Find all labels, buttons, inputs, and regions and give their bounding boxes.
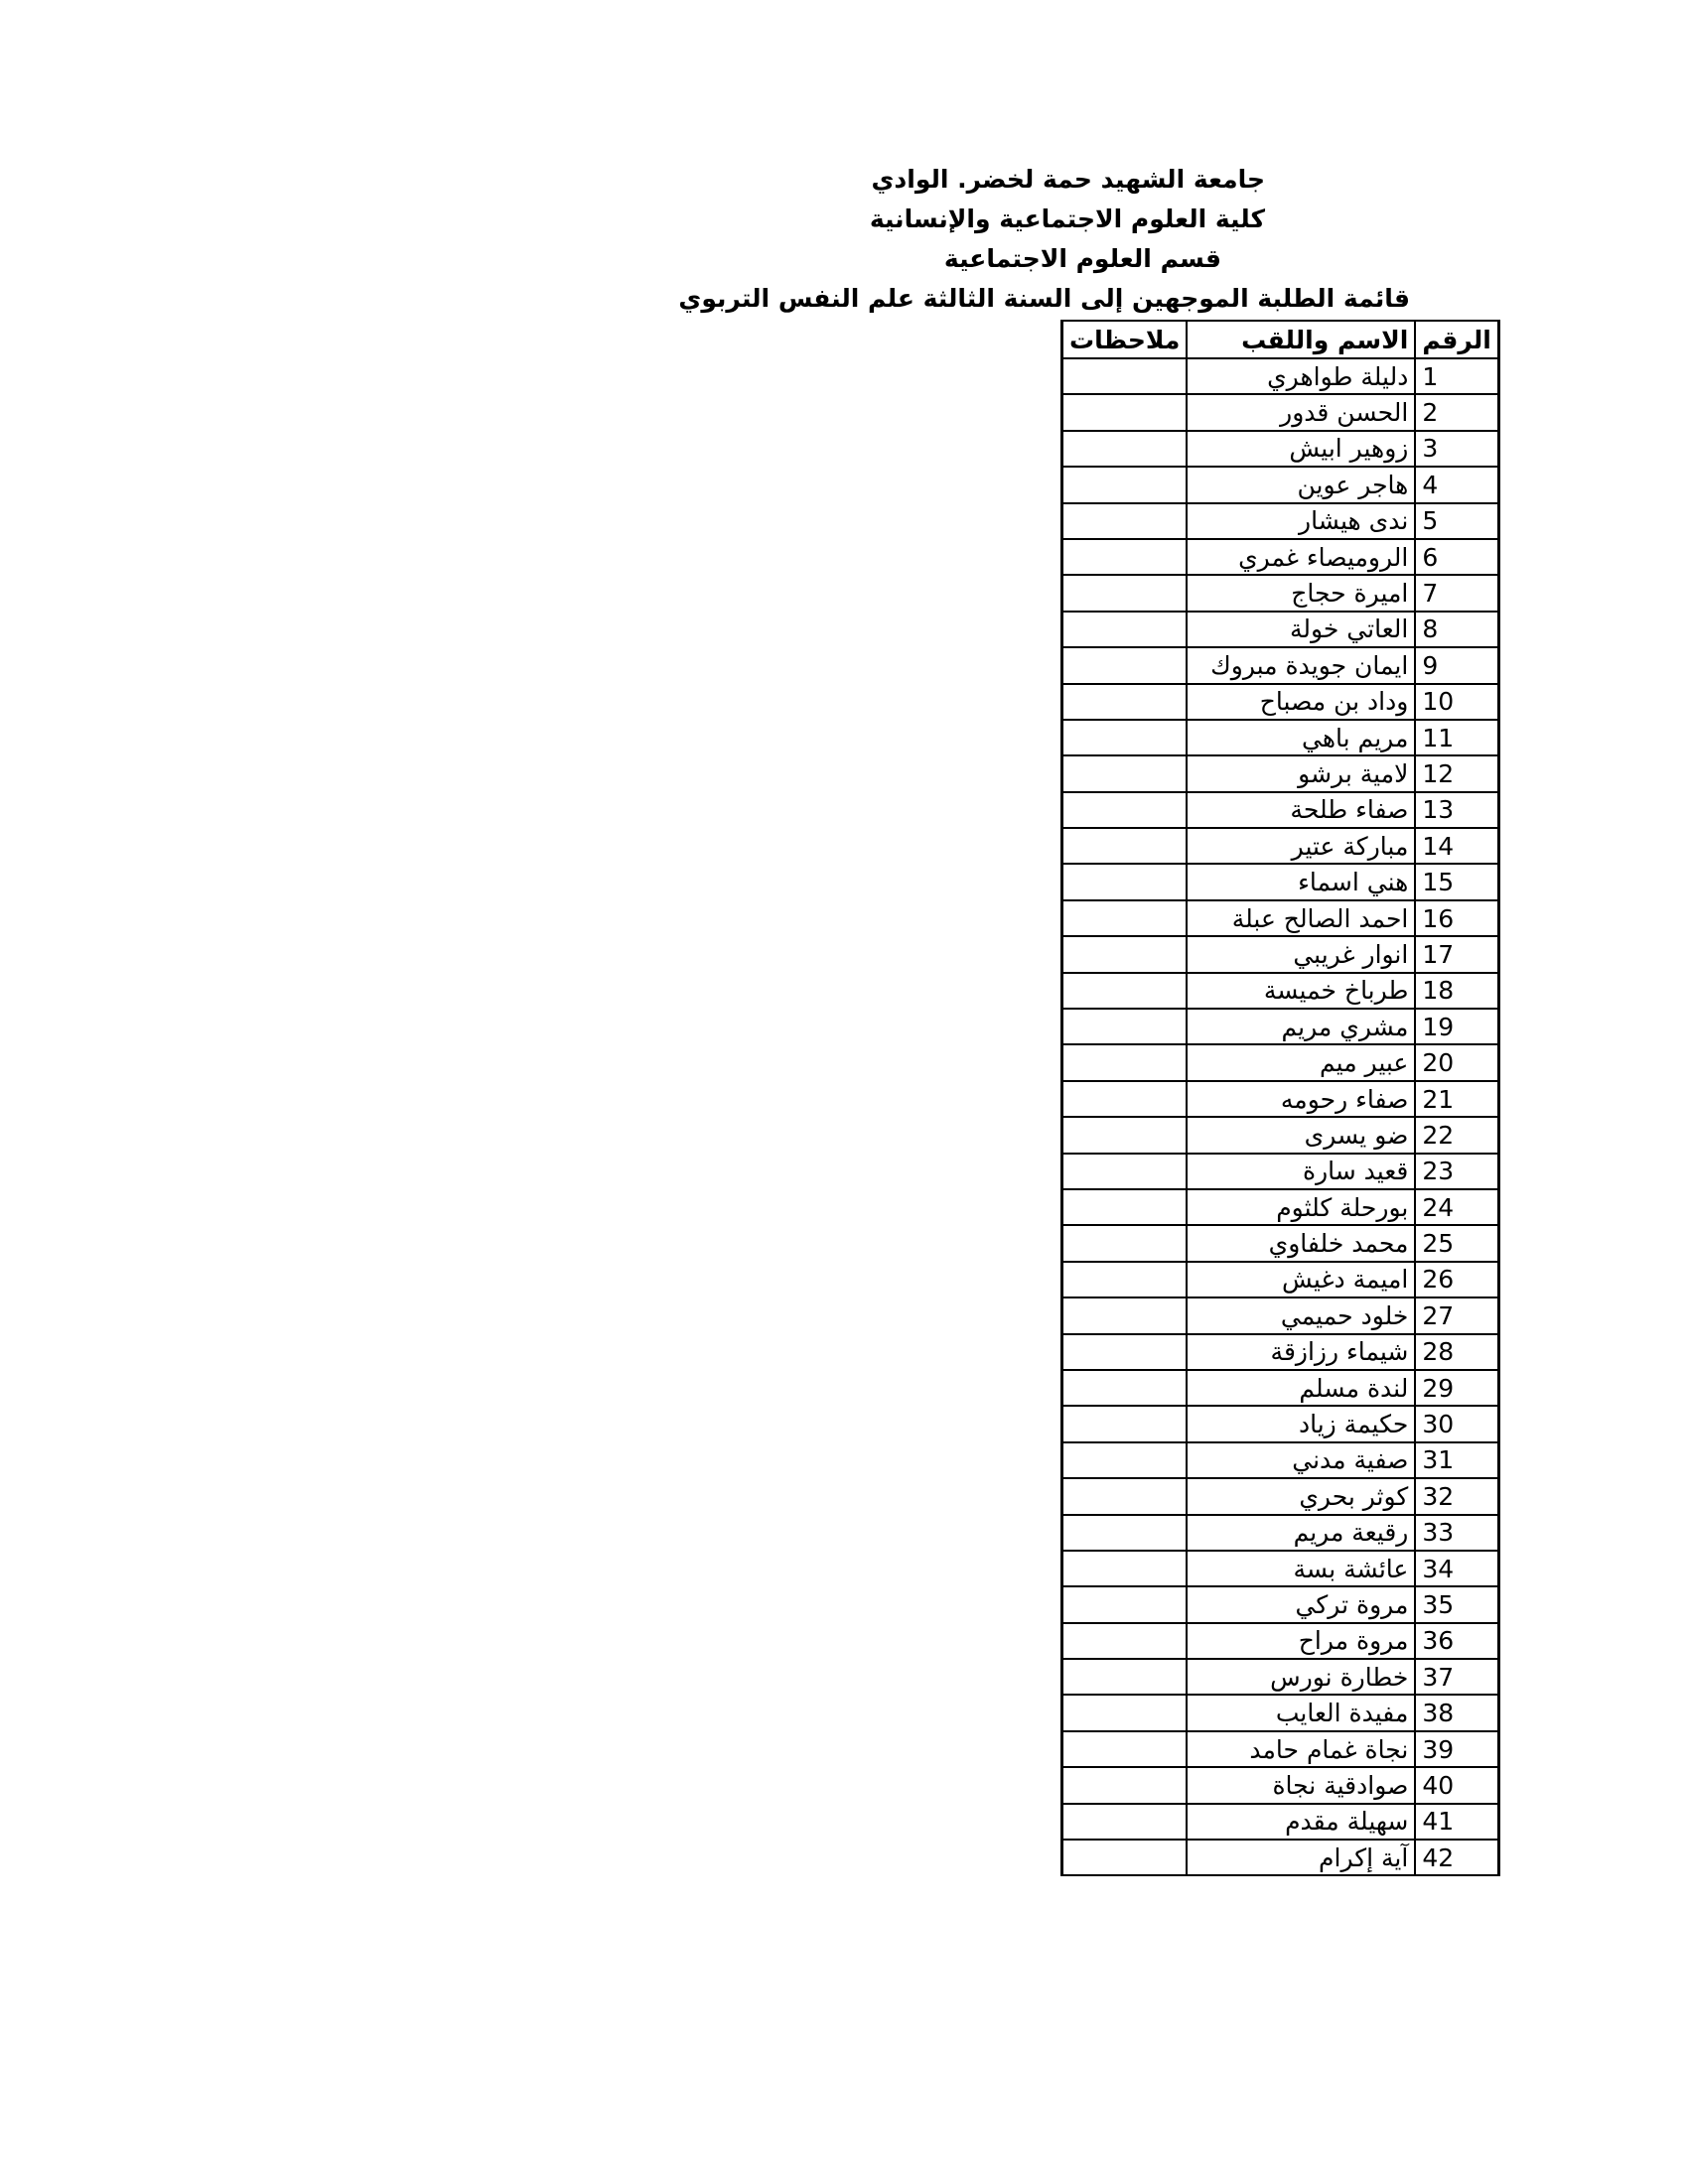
row-notes — [1062, 1586, 1188, 1622]
student-name: صفاء رحومه — [1187, 1081, 1415, 1117]
row-number: 39 — [1415, 1731, 1498, 1767]
row-number: 29 — [1415, 1370, 1498, 1406]
row-number: 9 — [1415, 647, 1498, 683]
table-row — [1062, 1225, 1499, 1261]
row-notes — [1062, 1044, 1188, 1080]
student-name: محمد خلفاوي — [1187, 1225, 1415, 1261]
student-name: هاجر عوين — [1187, 467, 1415, 502]
student-list-table — [1060, 320, 1500, 1876]
table-row — [1062, 1659, 1499, 1695]
row-notes — [1062, 1081, 1188, 1117]
student-name: كوثر بحري — [1187, 1478, 1415, 1514]
row-number: 28 — [1415, 1334, 1498, 1370]
table-row — [1062, 358, 1499, 394]
row-notes — [1062, 1767, 1188, 1803]
row-notes — [1062, 1515, 1188, 1551]
table-row — [1062, 936, 1499, 972]
student-name: مريم باهي — [1187, 720, 1415, 755]
row-number: 34 — [1415, 1551, 1498, 1586]
student-name: طرباخ خميسة — [1187, 973, 1415, 1009]
row-number: 41 — [1415, 1804, 1498, 1840]
row-number: 8 — [1415, 612, 1498, 647]
row-number: 16 — [1415, 900, 1498, 936]
row-number: 32 — [1415, 1478, 1498, 1514]
table-row — [1062, 1406, 1499, 1441]
department-name: قسم العلوم الاجتماعية — [943, 244, 1221, 273]
row-notes — [1062, 539, 1188, 575]
row-number: 24 — [1415, 1189, 1498, 1225]
row-notes — [1062, 431, 1188, 467]
student-name: ندى هيشار — [1187, 503, 1415, 539]
student-name: خطارة نورس — [1187, 1659, 1415, 1695]
table-row — [1062, 1370, 1499, 1406]
table-row — [1062, 1117, 1499, 1153]
row-notes — [1062, 1154, 1188, 1189]
row-notes — [1062, 394, 1188, 430]
row-notes — [1062, 828, 1188, 864]
row-notes — [1062, 647, 1188, 683]
student-name: دليلة طواهري — [1187, 358, 1415, 394]
table-row — [1062, 1551, 1499, 1586]
student-name: خلود حميمي — [1187, 1297, 1415, 1333]
table-row — [1062, 1442, 1499, 1478]
table-row — [1062, 1767, 1499, 1803]
table-row — [1062, 1189, 1499, 1225]
table-row — [1062, 755, 1499, 791]
document-header — [678, 160, 1410, 319]
row-notes — [1062, 1334, 1188, 1370]
row-number: 33 — [1415, 1515, 1498, 1551]
table-row — [1062, 1297, 1499, 1333]
row-number: 38 — [1415, 1695, 1498, 1730]
table-row — [1062, 973, 1499, 1009]
row-notes — [1062, 1225, 1188, 1261]
row-notes — [1062, 1659, 1188, 1695]
table-row — [1062, 1478, 1499, 1514]
row-number: 23 — [1415, 1154, 1498, 1189]
row-notes — [1062, 755, 1188, 791]
row-notes — [1062, 1370, 1188, 1406]
row-notes — [1062, 720, 1188, 755]
row-number: 20 — [1415, 1044, 1498, 1080]
row-number: 22 — [1415, 1117, 1498, 1153]
row-notes — [1062, 612, 1188, 647]
student-name: مباركة عتير — [1187, 828, 1415, 864]
column-header-notes: ملاحظات — [1062, 321, 1188, 358]
row-notes — [1062, 900, 1188, 936]
row-notes — [1062, 503, 1188, 539]
row-notes — [1062, 467, 1188, 502]
row-notes — [1062, 1117, 1188, 1153]
row-number: 40 — [1415, 1767, 1498, 1803]
student-name: الروميصاء غمري — [1187, 539, 1415, 575]
row-notes — [1062, 1840, 1188, 1875]
student-name: مشري مريم — [1187, 1009, 1415, 1044]
table-row — [1062, 647, 1499, 683]
table-row — [1062, 684, 1499, 720]
table-row — [1062, 1695, 1499, 1730]
table-row — [1062, 900, 1499, 936]
row-number: 19 — [1415, 1009, 1498, 1044]
row-number: 26 — [1415, 1262, 1498, 1297]
row-notes — [1062, 864, 1188, 899]
table-row — [1062, 1044, 1499, 1080]
table-row — [1062, 1586, 1499, 1622]
row-number: 2 — [1415, 394, 1498, 430]
table-header-row — [1062, 321, 1499, 358]
student-name: ايمان جويدة مبروك — [1187, 647, 1415, 683]
row-notes — [1062, 358, 1188, 394]
table-row — [1062, 1262, 1499, 1297]
student-name: قعيد سارة — [1187, 1154, 1415, 1189]
student-name: بورحلة كلثوم — [1187, 1189, 1415, 1225]
list-title: قائمة الطلبة الموجهين إلى السنة الثالثة علم النفس التربوي — [678, 284, 1410, 313]
row-notes — [1062, 1297, 1188, 1333]
student-name: حكيمة زياد — [1187, 1406, 1415, 1441]
row-number: 15 — [1415, 864, 1498, 899]
row-notes — [1062, 1478, 1188, 1514]
student-name: وداد بن مصباح — [1187, 684, 1415, 720]
student-name: رقيعة مريم — [1187, 1515, 1415, 1551]
row-notes — [1062, 1731, 1188, 1767]
table-row — [1062, 394, 1499, 430]
student-name: احمد الصالح عبلة — [1187, 900, 1415, 936]
table-row — [1062, 1334, 1499, 1370]
student-name: عبير ميم — [1187, 1044, 1415, 1080]
row-notes — [1062, 1695, 1188, 1730]
table-row — [1062, 1840, 1499, 1875]
row-notes — [1062, 1262, 1188, 1297]
row-number: 1 — [1415, 358, 1498, 394]
row-notes — [1062, 792, 1188, 828]
student-name: ضو يسرى — [1187, 1117, 1415, 1153]
student-name: مفيدة العايب — [1187, 1695, 1415, 1730]
table-row — [1062, 864, 1499, 899]
row-number: 18 — [1415, 973, 1498, 1009]
student-name: هني اسماء — [1187, 864, 1415, 899]
row-number: 30 — [1415, 1406, 1498, 1441]
student-name: لامية برشو — [1187, 755, 1415, 791]
table-row — [1062, 1009, 1499, 1044]
table-row — [1062, 792, 1499, 828]
column-header-number: الرقم — [1415, 321, 1498, 358]
row-number: 11 — [1415, 720, 1498, 755]
table-row — [1062, 612, 1499, 647]
row-number: 13 — [1415, 792, 1498, 828]
row-number: 37 — [1415, 1659, 1498, 1695]
table-body — [1062, 358, 1499, 1875]
student-name: الحسن قدور — [1187, 394, 1415, 430]
table-row — [1062, 503, 1499, 539]
row-number: 36 — [1415, 1623, 1498, 1659]
table-row — [1062, 720, 1499, 755]
row-notes — [1062, 1551, 1188, 1586]
row-notes — [1062, 1406, 1188, 1441]
row-number: 7 — [1415, 575, 1498, 611]
student-name: صفاء طلحة — [1187, 792, 1415, 828]
table-row — [1062, 575, 1499, 611]
row-notes — [1062, 1623, 1188, 1659]
student-name: لندة مسلم — [1187, 1370, 1415, 1406]
row-notes — [1062, 684, 1188, 720]
table-row — [1062, 431, 1499, 467]
column-header-name: الاسم واللقب — [1187, 321, 1415, 358]
table-row — [1062, 1515, 1499, 1551]
row-number: 21 — [1415, 1081, 1498, 1117]
row-number: 27 — [1415, 1297, 1498, 1333]
student-name: صفية مدني — [1187, 1442, 1415, 1478]
row-number: 31 — [1415, 1442, 1498, 1478]
row-notes — [1062, 936, 1188, 972]
table-row — [1062, 1154, 1499, 1189]
student-name: مروة مراح — [1187, 1623, 1415, 1659]
table-row — [1062, 1623, 1499, 1659]
row-number: 4 — [1415, 467, 1498, 502]
row-number: 3 — [1415, 431, 1498, 467]
student-name: انوار غريبي — [1187, 936, 1415, 972]
row-notes — [1062, 1009, 1188, 1044]
row-number: 10 — [1415, 684, 1498, 720]
row-number: 5 — [1415, 503, 1498, 539]
student-name: شيماء رزازقة — [1187, 1334, 1415, 1370]
student-name: نجاة غمام حامد — [1187, 1731, 1415, 1767]
row-number: 6 — [1415, 539, 1498, 575]
table-row — [1062, 1731, 1499, 1767]
university-name: جامعة الشهيد حمة لخضر. الوادي — [871, 165, 1265, 194]
faculty-name: كلية العلوم الاجتماعية والإنسانية — [869, 205, 1265, 233]
table-row — [1062, 539, 1499, 575]
row-number: 35 — [1415, 1586, 1498, 1622]
row-notes — [1062, 1189, 1188, 1225]
student-name: عائشة بسة — [1187, 1551, 1415, 1586]
row-number: 17 — [1415, 936, 1498, 972]
row-notes — [1062, 1442, 1188, 1478]
row-number: 12 — [1415, 755, 1498, 791]
student-name: اميمة دغيش — [1187, 1262, 1415, 1297]
row-notes — [1062, 1804, 1188, 1840]
row-number: 42 — [1415, 1840, 1498, 1875]
student-name: اميرة حجاج — [1187, 575, 1415, 611]
row-number: 25 — [1415, 1225, 1498, 1261]
student-name: مروة تركي — [1187, 1586, 1415, 1622]
table-row — [1062, 1804, 1499, 1840]
row-notes — [1062, 973, 1188, 1009]
table-row — [1062, 828, 1499, 864]
student-name: سهيلة مقدم — [1187, 1804, 1415, 1840]
student-name: زوهير ابيش — [1187, 431, 1415, 467]
row-number: 14 — [1415, 828, 1498, 864]
row-notes — [1062, 575, 1188, 611]
student-name: العاتي خولة — [1187, 612, 1415, 647]
table-row — [1062, 467, 1499, 502]
student-name: صوادقية نجاة — [1187, 1767, 1415, 1803]
student-name: آية إكرام — [1187, 1840, 1415, 1875]
table-row — [1062, 1081, 1499, 1117]
